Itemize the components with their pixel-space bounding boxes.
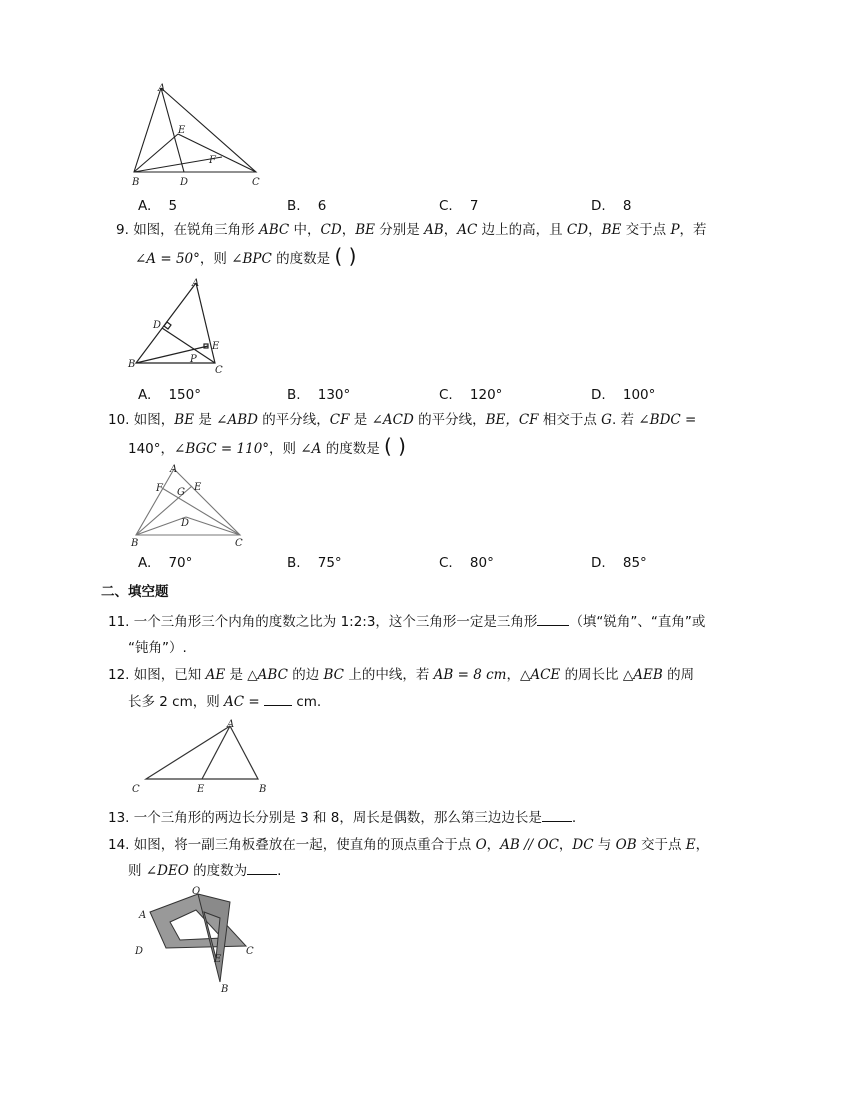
q14-label-o: O	[192, 886, 201, 897]
q8-label-a: A	[158, 83, 166, 94]
q12-figure	[128, 715, 273, 797]
q13-answer-blank[interactable]	[542, 809, 572, 822]
q14-label-d: D	[135, 946, 144, 957]
q12-label-b: B	[259, 784, 267, 795]
q12-line-1: 12. 如图，已知 AE 是 △ABC 的边 BC 上的中线，若 AB = 8 cm，△ACE 的周长比 △AEB 的周	[108, 667, 695, 683]
q9-line-1: 9. 如图，在锐角三角形 ABC 中，CD，BE 分别是 AB，AC 边上的高，且 CD，BE 交于点 P，若	[116, 222, 707, 238]
q12-label-e: E	[197, 784, 205, 795]
q10-option-c[interactable]: C. 80°	[439, 555, 494, 571]
q10-label-b: B	[131, 538, 139, 548]
q11-line-2: “钝角”）.	[128, 640, 187, 656]
q12-line-2: 长多 2 cm，则 AC = cm.	[128, 694, 322, 710]
q10-label-e: E	[194, 482, 202, 493]
q9-figure	[124, 278, 234, 376]
q9-label-a: A	[192, 278, 200, 289]
q9-label-c: C	[215, 365, 223, 376]
q10-option-b[interactable]: B. 75°	[287, 555, 342, 571]
q12-answer-blank[interactable]	[264, 693, 292, 706]
section-title-fill-in: 二、填空题	[101, 584, 169, 600]
q11-line-1: 11. 一个三角形三个内角的度数之比为 1:2:3，这个三角形一定是三角形 （填“锐角”、“直角”或	[108, 614, 706, 630]
q8-option-d[interactable]: D. 8	[591, 198, 632, 214]
q14-answer-blank[interactable]	[247, 862, 277, 875]
q8-label-b: B	[132, 177, 140, 188]
q9-label-d: D	[153, 320, 162, 331]
q12-label-c: C	[132, 784, 140, 795]
q14-line-2: 则 ∠DEO 的度数为 .	[128, 863, 282, 879]
q8-label-f: F	[209, 155, 216, 166]
q10-line-1: 10. 如图，BE 是 ∠ABD 的平分线，CF 是 ∠ACD 的平分线，BE，CF 相交于点 G. 若 ∠BDC =	[108, 412, 697, 428]
q14-label-b: B	[221, 984, 229, 995]
q13-line: 13. 一个三角形的两边长分别是 3 和 8，周长是偶数，那么第三边边长是 .	[108, 810, 577, 826]
q14-line-1: 14. 如图，将一副三角板叠放在一起，使直角的顶点重合于点 O，AB // OC，DC 与 OB 交于点 E，	[108, 837, 710, 853]
q12-label-a: A	[227, 719, 235, 730]
q14-figure	[128, 884, 268, 996]
q10-option-d[interactable]: D. 85°	[591, 555, 647, 571]
q14-label-e: E	[214, 954, 222, 965]
q14-label-a: A	[139, 910, 147, 921]
q9-option-d[interactable]: D. 100°	[591, 387, 656, 403]
q9-line-2: ∠A = 50°，则 ∠BPC 的度数是 ( )	[135, 244, 357, 268]
q9-label-p: P	[190, 354, 197, 365]
q9-label-b: B	[128, 359, 136, 370]
q8-figure	[128, 82, 268, 190]
q9-answer-paren: ( )	[334, 244, 357, 268]
q10-label-g: G	[177, 487, 185, 498]
q9-option-a[interactable]: A. 150°	[138, 387, 201, 403]
q8-label-c: C	[252, 177, 260, 188]
q10-figure	[128, 460, 248, 548]
q9-label-e: E	[212, 341, 220, 352]
q10-option-a[interactable]: A. 70°	[138, 555, 193, 571]
q10-line-2: 140°，∠BGC = 110°，则 ∠A 的度数是 ( )	[128, 434, 406, 458]
q14-label-c: C	[246, 946, 254, 957]
q10-label-d: D	[181, 518, 190, 529]
q10-label-a: A	[170, 464, 178, 475]
q10-label-c: C	[235, 538, 243, 548]
q10-answer-paren: ( )	[384, 434, 406, 458]
q10-label-f: F	[156, 483, 163, 494]
q8-option-b[interactable]: B. 6	[287, 198, 327, 214]
q9-option-b[interactable]: B. 130°	[287, 387, 351, 403]
q8-label-d: D	[180, 177, 189, 188]
q11-answer-blank[interactable]	[537, 613, 569, 626]
q8-option-a[interactable]: A. 5	[138, 198, 178, 214]
q9-option-c[interactable]: C. 120°	[439, 387, 503, 403]
q8-option-c[interactable]: C. 7	[439, 198, 479, 214]
q8-label-e: E	[178, 125, 186, 136]
